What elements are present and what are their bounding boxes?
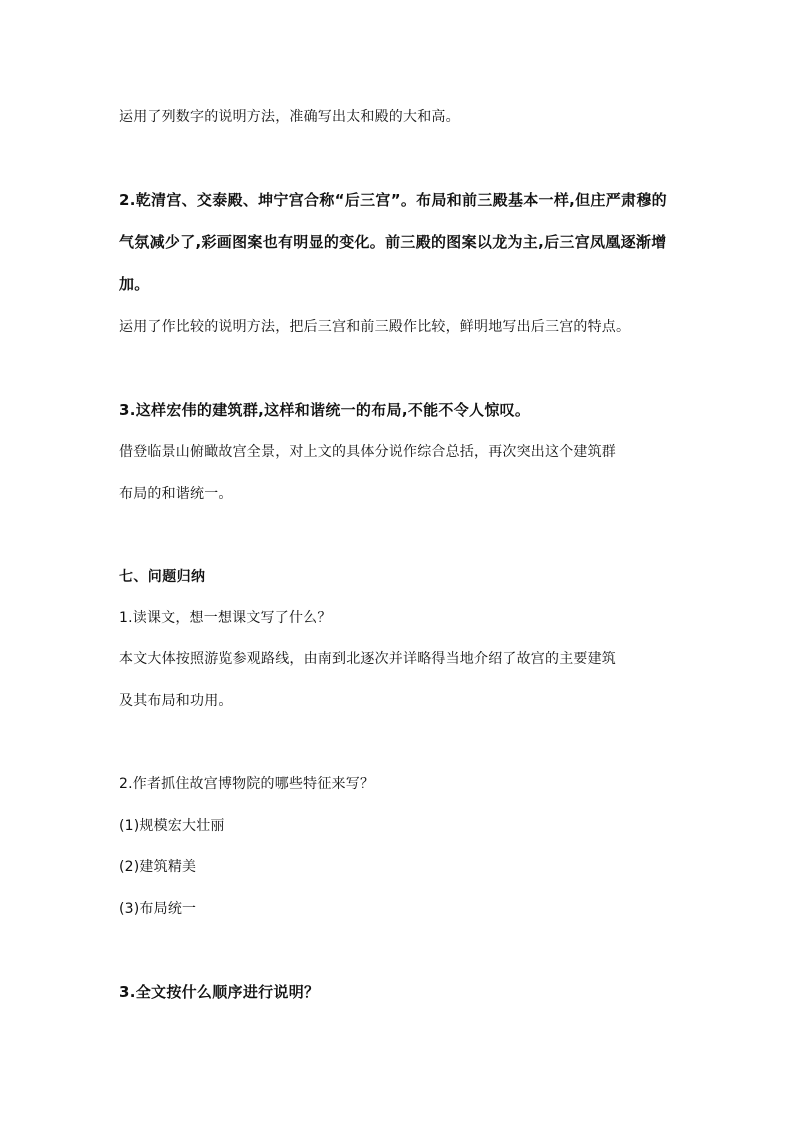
- answer-2-item-2: (2)建筑精美: [119, 859, 197, 875]
- section-heading: 七、问题归纳: [119, 569, 206, 585]
- para2-quote-line-2: 气氛减少了,彩画图案也有明显的变化。前三殿的图案以龙为主,后三宫凤凰逐渐增: [119, 233, 667, 251]
- para3-quote: 3.这样宏伟的建筑群,这样和谐统一的布局,不能不令人惊叹。: [119, 401, 531, 419]
- para2-quote-line-1: 2.乾清宫、交泰殿、坤宁宫合称“后三宫”。布局和前三殿基本一样,但庄严肃穆的: [119, 191, 667, 209]
- answer-2-item-3: (3)布局统一: [119, 901, 197, 917]
- question-1: 1.读课文，想一想课文写了什么？: [119, 610, 332, 626]
- question-3: 3.全文按什么顺序进行说明？: [119, 983, 320, 1001]
- para1-note: 运用了列数字的说明方法，准确写出太和殿的大和高。: [119, 109, 460, 125]
- answer-1-line-1: 本文大体按照游览参观路线，由南到北逐次并详略得当地介绍了故宫的主要建筑: [119, 651, 616, 667]
- para2-note: 运用了作比较的说明方法，把后三宫和前三殿作比较，鲜明地写出后三宫的特点。: [119, 319, 631, 335]
- para3-note-line-1: 借登临景山俯瞰故宫全景，对上文的具体分说作综合总括，再次突出这个建筑群: [119, 444, 616, 460]
- answer-2-item-1: (1)规模宏大壮丽: [119, 818, 225, 834]
- para2-quote-line-3: 加。: [119, 275, 150, 293]
- para3-note-line-2: 布局的和谐统一。: [119, 486, 233, 502]
- answer-1-line-2: 及其布局和功用。: [119, 693, 233, 709]
- question-2: 2.作者抓住故宫博物院的哪些特征来写？: [119, 776, 375, 792]
